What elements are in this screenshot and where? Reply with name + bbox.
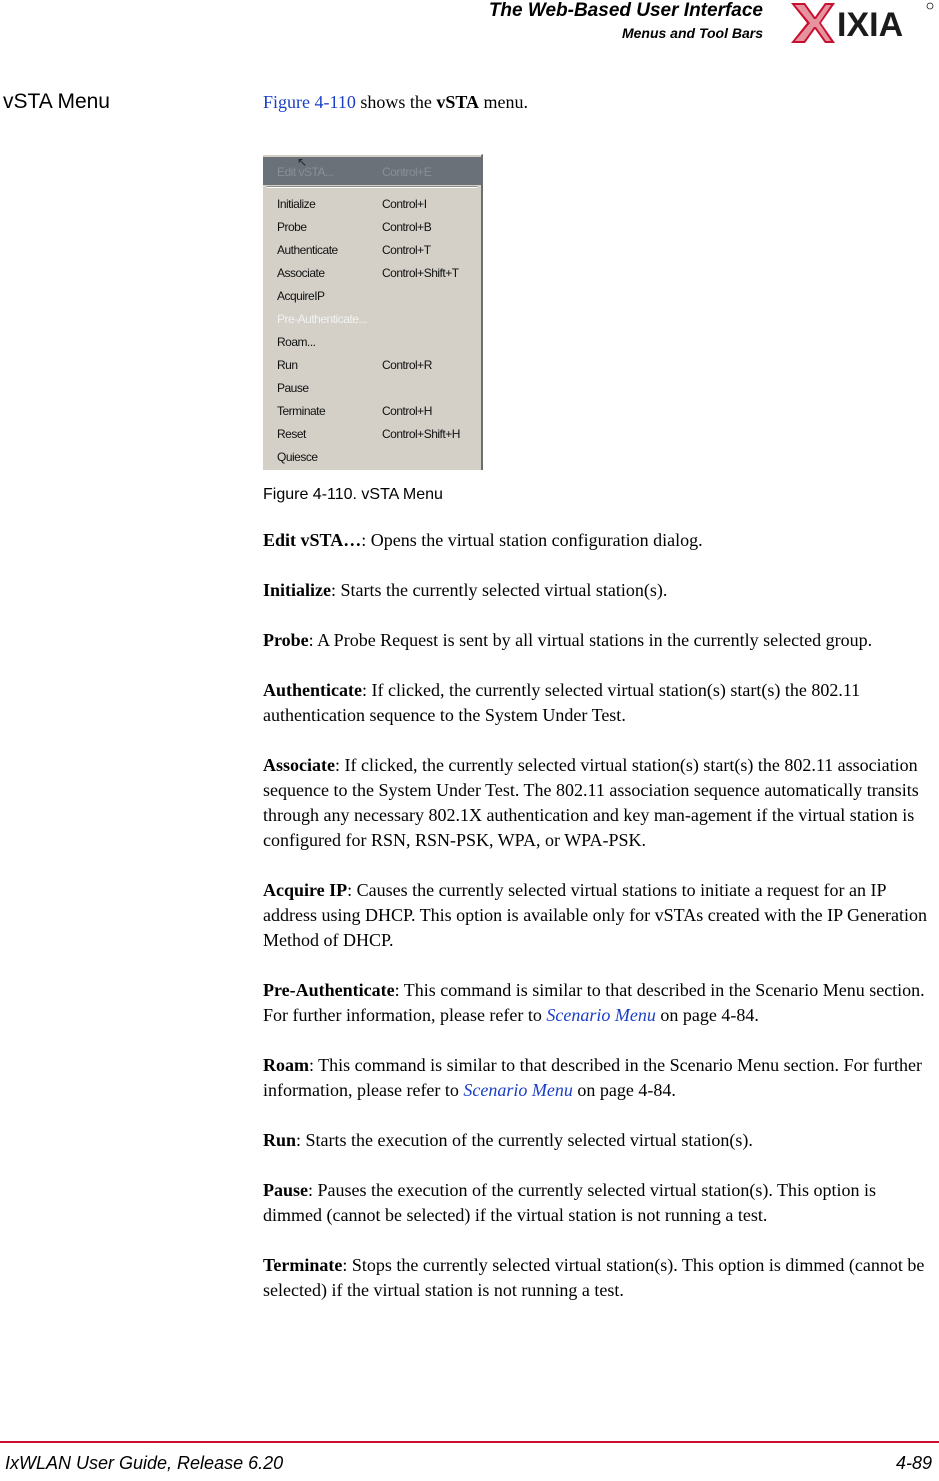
footer-rule [0,1441,939,1443]
figure-link[interactable]: Figure 4-110 [263,92,356,112]
menu-item-terminate[interactable]: Terminate Control+H [277,404,432,418]
footer-page-number: 4-89 [895,1453,932,1473]
paragraph-edit: Edit vSTA…: Opens the virtual station configuration dialog. [263,530,703,550]
scenario-menu-link[interactable]: Scenario Menu [463,1080,573,1100]
paragraph-acquire-ip: Acquire IP: Causes the currently selected virtual stations to initiate a request for an IP address using DHCP. This option is available only for vSTAs created with the IP Generation Method of DHCP. [263,880,927,950]
paragraph-run: Run: Starts the execution of the currently selected virtual station(s). [263,1130,753,1150]
menu-item-associate[interactable]: Associate Control+Shift+T [277,266,459,280]
paragraph-probe: Probe: A Probe Request is sent by all virtual stations in the currently selected group. [263,630,873,650]
menu-item-authenticate[interactable]: Authenticate Control+T [277,243,431,257]
footer-guide-title: IxWLAN User Guide, Release 6.20 [5,1453,284,1473]
menu-item-roam[interactable]: Roam... [277,335,316,349]
paragraph-roam: Roam: This command is similar to that described in the Scenario Menu section. For further information, please refer to Scenario Menu on page 4-84. [263,1055,923,1100]
intro-paragraph: Figure 4-110 shows the vSTA menu. [263,92,529,112]
logo-text: IXIA [837,6,904,44]
menu-item-initialize[interactable]: Initialize Control+I [277,197,427,211]
menu-item-pre-authenticate: Pre-Authenticate... [277,312,367,326]
menu-item-quiesce[interactable]: Quiesce [277,450,318,464]
menu-item-acquireip[interactable]: AcquireIP [277,289,325,303]
paragraph-initialize: Initialize: Starts the currently selected virtual station(s). [263,580,668,600]
menu-item-probe[interactable]: Probe Control+B [277,220,432,234]
header-subtitle: Menus and Tool Bars [621,25,763,41]
figure-caption: Figure 4-110. vSTA Menu [263,486,443,503]
header-title: The Web-Based User Interface [488,0,763,21]
mouse-cursor-icon: ↖ [297,155,307,169]
paragraph-associate: Associate: If clicked, the currently selected virtual station(s) start(s) the 802.11 association sequence to the System Under Test. The 802.11 association sequence automatically transits through any necessary 802.1X authentication and key man-agement if the virtual station is configured for RSN, RSN-PSK, WPA, or WPA-PSK. [263,755,919,850]
paragraph-terminate: Terminate: Stops the currently selected virtual station(s). This option is dimmed (cannot be selected) if the virtual station is not running a test. [263,1255,925,1300]
scenario-menu-link[interactable]: Scenario Menu [546,1005,656,1025]
ixia-logo [785,0,935,46]
paragraph-pre-authenticate: Pre-Authenticate: This command is similar to that described in the Scenario Menu section. For further information, please refer to Scenario Menu on page 4-84. [263,980,925,1025]
menu-item-run[interactable]: Run Control+R [277,358,432,372]
menu-item-pause[interactable]: Pause [277,381,309,395]
ixia-x-mark-icon [791,3,835,43]
section-title: vSTA Menu [3,90,110,113]
menu-separator [267,186,477,188]
menu-item-edit-vsta[interactable]: Edit vSTA... Control+E [263,157,481,185]
menu-item-reset[interactable]: Reset Control+Shift+H [277,427,460,441]
vsta-menu-figure [263,154,483,470]
body-text [263,528,939,1328]
page-header [489,0,763,42]
paragraph-authenticate: Authenticate: If clicked, the currently selected virtual station(s) start(s) the 802.11 authentication sequence to the System Under Test. [263,680,861,725]
paragraph-pause: Pause: Pauses the execution of the currently selected virtual station(s). This option is dimmed (cannot be selected) if the virtual station is not running a test. [263,1180,877,1225]
